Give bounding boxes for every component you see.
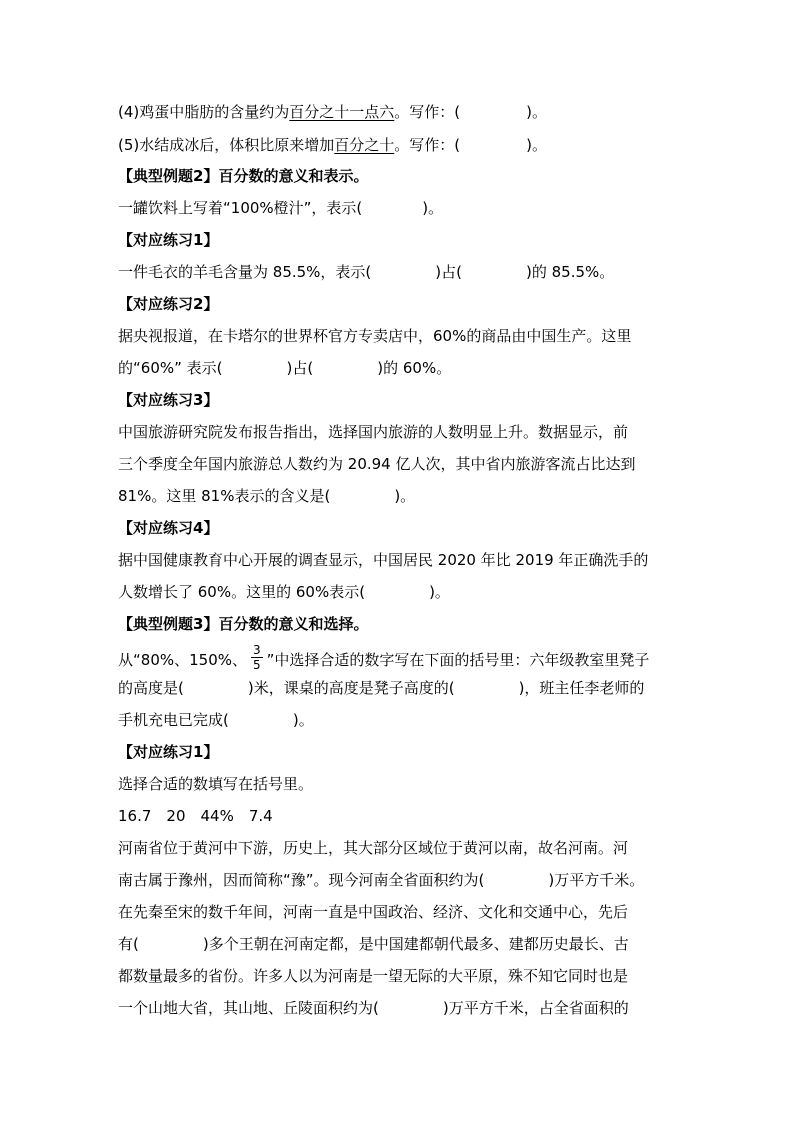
practice-5-line-7: 都数量最多的省份。许多人以为河南是一望无际的大平原，殊不知它同时也是 bbox=[118, 967, 629, 985]
example-3-heading: 【典型例题3】百分数的意义和选择。 bbox=[118, 615, 369, 633]
example-2-question: 一罐饮料上写着“100%橙汁”，表示( )。 bbox=[118, 199, 444, 217]
practice-5-line-1: 选择合适的数填写在括号里。 bbox=[118, 775, 314, 793]
example-3-line-3: 手机充电已完成( )。 bbox=[118, 711, 314, 729]
practice-2-line-1: 据央视报道，在卡塔尔的世界杯官方专卖店中，60%的商品由中国生产。这里 bbox=[118, 327, 632, 345]
question-4: (4)鸡蛋中脂肪的含量约为百分之十一点六。写作：( )。 bbox=[118, 103, 547, 121]
number-choices: 16.7 20 44% 7.4 bbox=[118, 807, 273, 825]
practice-5-line-4: 南古属于豫州，因而简称“豫”。现今河南全省面积约为( )万平方千米。 bbox=[118, 871, 645, 889]
practice-5-line-6: 有( )多个王朝在河南定都，是中国建都朝代最多、建都历史最长、古 bbox=[118, 935, 629, 953]
practice-4-line-1: 据中国健康教育中心开展的调查显示，中国居民 2020 年比 2019 年正确洗手的 bbox=[118, 551, 649, 569]
question-5: (5)水结成冰后，体积比原来增加百分之十。写作：( )。 bbox=[118, 136, 547, 154]
practice-5-line-3: 河南省位于黄河中下游，历史上，其大部分区域位于黄河以南，故名河南。河 bbox=[118, 839, 629, 857]
practice-3-line-2: 三个季度全年国内旅游总人数约为 20.94 亿人次，其中省内旅游客流占比达到 bbox=[118, 455, 636, 473]
practice-1-question: 一件毛衣的羊毛含量为 85.5%，表示( )占( )的 85.5%。 bbox=[118, 263, 615, 281]
practice-3-line-1: 中国旅游研究院发布报告指出，选择国内旅游的人数明显上升。数据显示，前 bbox=[118, 423, 629, 441]
practice-2-line-2: 的“60%” 表示( )占( )的 60%。 bbox=[118, 359, 452, 377]
underlined-text: 百分之十 bbox=[334, 136, 395, 154]
fraction: $\frac{3}{5}$ bbox=[253, 643, 261, 672]
example-3-line-1: 从“80%、150%、 $\frac{3}{5}$ ”中选择合适的数字写在下面的括号里：六年级教室里凳子 bbox=[118, 643, 650, 672]
practice-3-heading: 【对应练习3】 bbox=[118, 391, 219, 409]
example-2-heading: 【典型例题2】百分数的意义和表示。 bbox=[118, 167, 369, 185]
example-3-line-2: 的高度是( )米，课桌的高度是凳子高度的( )，班主任李老师的 bbox=[118, 679, 645, 697]
practice-3-line-3: 81%。这里 81%表示的含义是( )。 bbox=[118, 487, 416, 505]
practice-5-line-5: 在先秦至宋的数千年间，河南一直是中国政治、经济、文化和交通中心，先后 bbox=[118, 903, 629, 921]
practice-2-heading: 【对应练习2】 bbox=[118, 295, 219, 313]
practice-4-heading: 【对应练习4】 bbox=[118, 519, 219, 537]
underlined-text: 百分之十一点六 bbox=[289, 103, 395, 121]
practice-4-line-2: 人数增长了 60%。这里的 60%表示( )。 bbox=[118, 583, 450, 601]
practice-5-heading: 【对应练习1】 bbox=[118, 743, 219, 761]
practice-5-line-8: 一个山地大省，其山地、丘陵面积约为( )万平方千米，占全省面积的 bbox=[118, 999, 629, 1017]
practice-1-heading: 【对应练习1】 bbox=[118, 231, 219, 249]
